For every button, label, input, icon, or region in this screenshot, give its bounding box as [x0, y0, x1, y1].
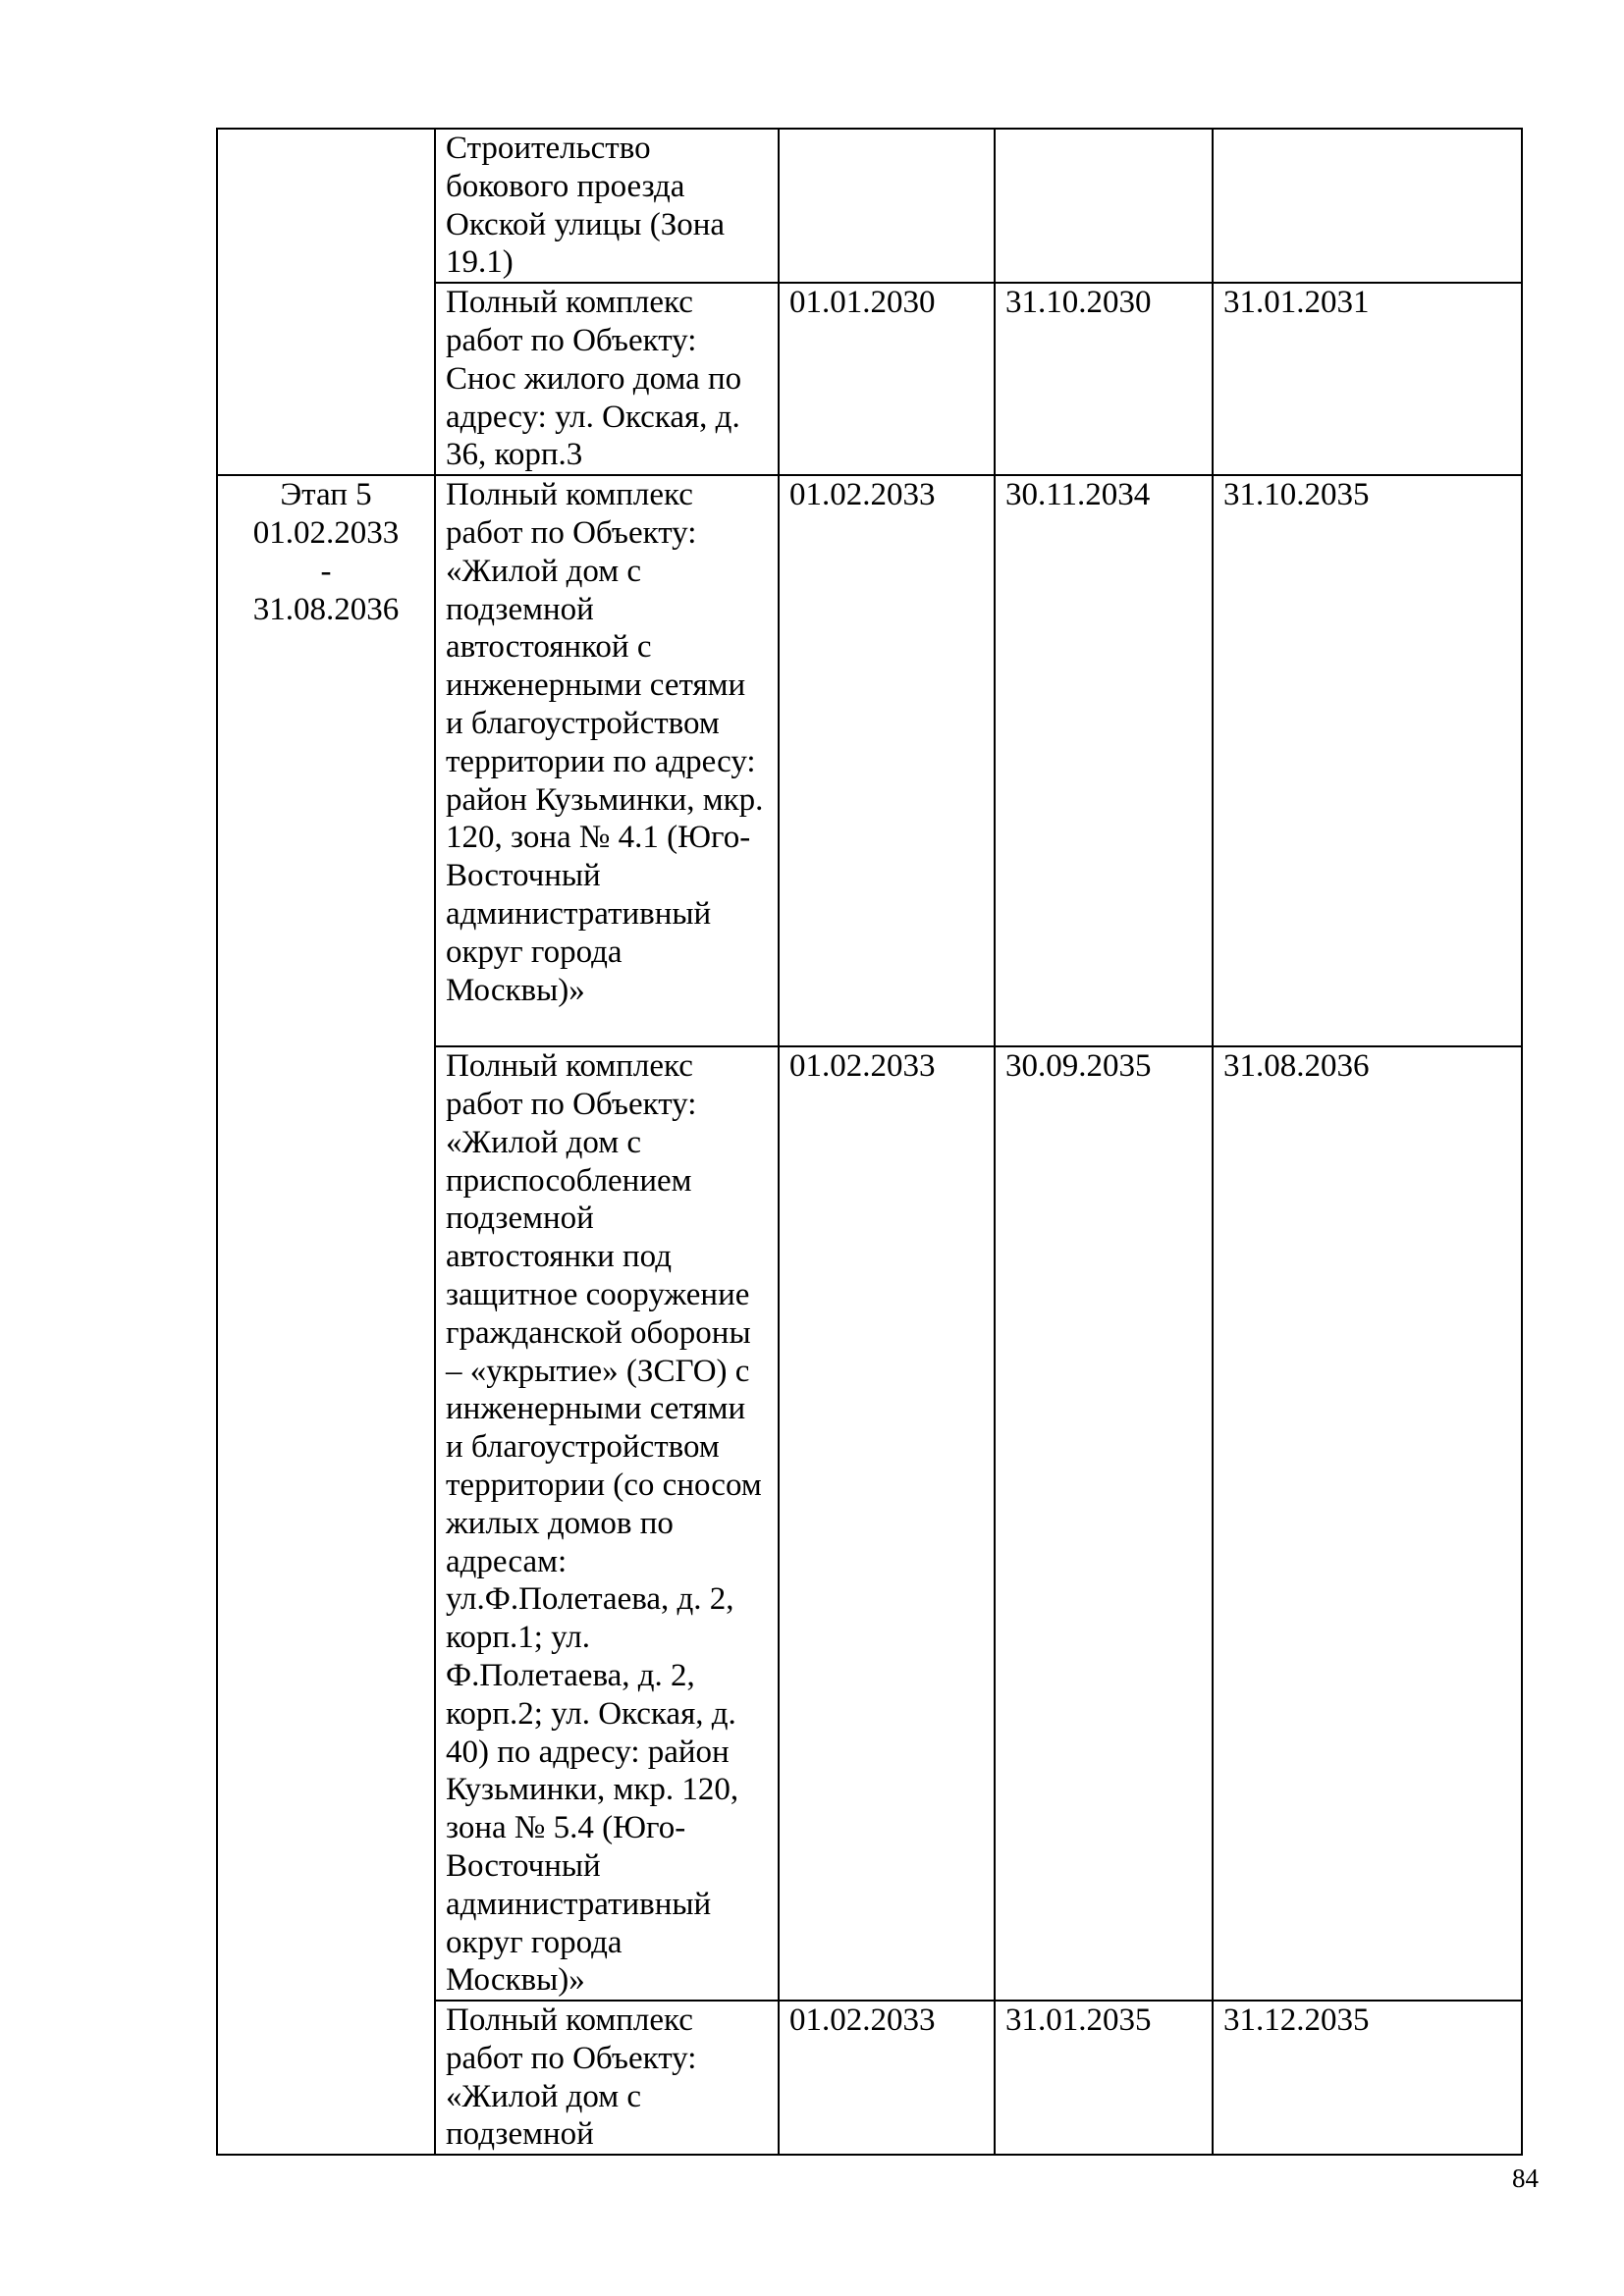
stage-cell [217, 475, 435, 2155]
stage-end: 31.08.2036 [252, 591, 400, 627]
intermediate-date: 31.10.2030 [995, 283, 1213, 475]
end-date: 31.08.2036 [1213, 1046, 1522, 2001]
stage-start: 01.02.2033 [252, 514, 400, 551]
work-description: Полный комплекс работ по Объекту: «Жилой дом с приспособлением подземной автостоянки под защитное сооружение гражданской обороны – «укрытие» (ЗСГО) с инженерными сетями и благоустройством территории (со сносом жилых домов по адресам: ул.Ф.Полетаева, д. 2, корп.1; ул. Ф.Полетаева, д. 2, корп.2; ул. Окская, д. 40) по адресу: район Кузьминки, мкр. 120, зона № 5.4 (Юго-Восточный административный округ города Москвы)» [435, 1046, 779, 2001]
intermediate-date: 30.11.2034 [995, 475, 1213, 1046]
end-date [1213, 129, 1522, 283]
stage-cell [217, 129, 435, 475]
start-date: 01.01.2030 [779, 283, 995, 475]
work-description: Полный комплекс работ по Объекту: «Жилой дом с подземной автостоянкой с инженерными сетями и благоустройством территории по адресу: район Кузьминки, мкр. 120, зона № 4.1 (Юго-Восточный административный округ города Москвы)» [435, 475, 779, 1046]
stage-dash: - [320, 553, 332, 589]
table-row [217, 129, 1522, 283]
work-description: Строительство бокового проезда Окской улицы (Зона 19.1) [435, 129, 779, 283]
end-date: 31.10.2035 [1213, 475, 1522, 1046]
table-row [217, 475, 1522, 1046]
start-date: 01.02.2033 [779, 1046, 995, 2001]
start-date [779, 129, 995, 283]
intermediate-date [995, 129, 1213, 283]
end-date: 31.01.2031 [1213, 283, 1522, 475]
page-number: 84 [1512, 2163, 1539, 2193]
intermediate-date: 31.01.2035 [995, 2001, 1213, 2155]
start-date: 01.02.2033 [779, 2001, 995, 2155]
schedule-table [216, 128, 1523, 2156]
work-description: Полный комплекс работ по Объекту: Снос жилого дома по адресу: ул. Окская, д. 36, корп.3 [435, 283, 779, 475]
work-description: Полный комплекс работ по Объекту: «Жилой дом с подземной [435, 2001, 779, 2155]
end-date: 31.12.2035 [1213, 2001, 1522, 2155]
start-date: 01.02.2033 [779, 475, 995, 1046]
intermediate-date: 30.09.2035 [995, 1046, 1213, 2001]
stage-title: Этап 5 [280, 477, 372, 513]
